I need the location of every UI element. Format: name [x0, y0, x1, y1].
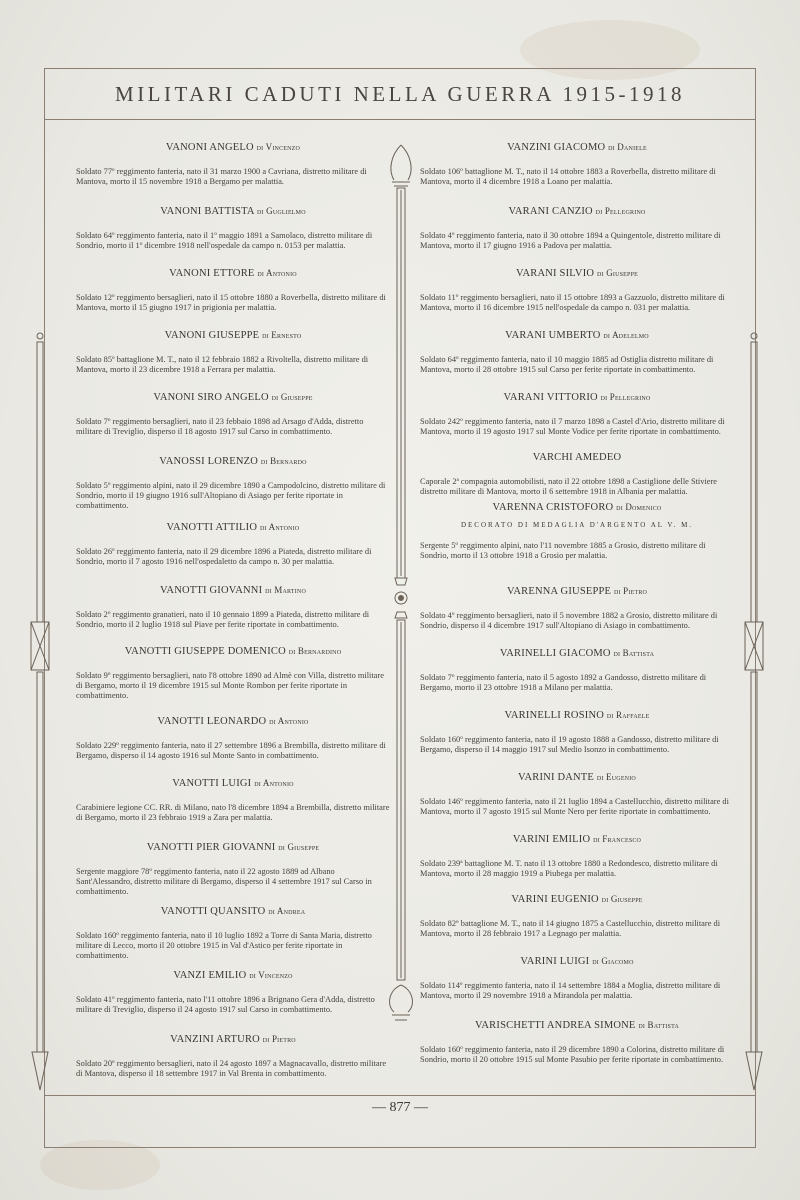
entry — [68, 1034, 398, 1079]
decoration-note: DECORATO DI MEDAGLIA D'ARGENTO AL V. M. — [460, 521, 694, 529]
entry-text: Carabiniere legione CC. RR. di Milano, nato l'8 dicembre 1894 a Brembilla, distretto militare di Bergamo, morto il 23 febbraio 1919 a Zara per malattia. — [76, 803, 390, 822]
entry-name: VARINI EUGENIO di Giuseppe — [511, 894, 643, 905]
entry-text: Soldato 41º reggimento fanteria, nato l'11 ottobre 1896 a Brignano Gera d'Adda, distretto militare di Treviglio, disperso il 24 agosto 1917 sul Carso in combattimento. — [76, 995, 375, 1014]
entry-text: Soldato 229º reggimento fanteria, nato il 27 settembre 1896 a Brembilla, distretto militare di Bergamo, disperso il 14 agosto 1916 sul Monte Santo in combattimento. — [76, 741, 386, 760]
entry-text: Sergente 5º reggimento alpini, nato l'11 novembre 1885 a Grosio, distretto militare di Sondrio, morto il 13 ottobre 1918 a Grosio per malattia. — [420, 541, 706, 560]
entry — [412, 502, 742, 561]
entry-text: Soldato 4º reggimento bersaglieri, nato il 5 novembre 1882 a Grosio, distretto militare di Sondrio, disperso il 4 dicembre 1917 sull'Altopiano di Asiago in combattimento. — [420, 611, 718, 630]
entry — [68, 906, 398, 961]
entry-text: Soldato 160º reggimento fanteria, nato il 29 dicembre 1890 a Colorina, distretto militare di Sondrio, morto il 20 ottobre 1915 sul Monte Pasubio per ferite riportate in combattimento. — [420, 1045, 725, 1064]
entry-name: VANOTTI LEONARDO di Antonio — [157, 716, 309, 727]
entry — [412, 648, 742, 693]
entry — [412, 142, 742, 187]
entry-text: Soldato 2º reggimento granatieri, nato il 10 gennaio 1899 a Piateda, distretto militare di Sondrio, morto il 2 luglio 1918 sul Piave per ferite riportate in combattimento. — [76, 610, 370, 629]
entry-name: VANONI ANGELO di Vincenzo — [165, 142, 301, 153]
entry-name: VANONI ETTORE di Antonio — [169, 268, 297, 279]
entry-text: Soldato 82º battaglione M. T., nato il 14 giugno 1875 a Castellucchio, distretto militare di Mantova, morto il 28 febbraio 1917 a Legnago per malattia. — [420, 919, 721, 938]
entry — [68, 206, 398, 251]
entry-name: VARANI VITTORIO di Pellegrino — [503, 392, 651, 403]
entry-name: VARINELLI ROSINO di Raffaele — [504, 710, 650, 721]
entry-text: Sergente maggiore 78º reggimento fanteria, nato il 22 agosto 1889 ad Albano Sant'Alessandro, distretto militare di Bergamo, disperso il 4 settembre 1917 sul Carso in combattimento. — [76, 867, 372, 896]
entry-text: Soldato 26º reggimento fanteria, nato il 29 dicembre 1896 a Piateda, distretto militare di Sondrio, morto il 7 agosto 1916 nell'ospedaletto da campo n. 30 per malattia. — [76, 547, 372, 566]
entry — [68, 842, 398, 897]
right-side-ornament — [742, 330, 766, 1110]
entry — [68, 330, 398, 375]
entry-name: VANOTTI PIER GIOVANNI di Giuseppe — [146, 842, 320, 853]
entry-text: Soldato 11º reggimento bersaglieri, nato il 15 ottobre 1893 a Gazzuolo, distretto militare di Mantova, morto il 16 dicembre 1915 nell'ospedale da campo n. 031 per malattia. — [420, 293, 725, 312]
page-number: — 877 — — [372, 1100, 428, 1115]
entry-text: Soldato 4º reggimento fanteria, nato il 30 ottobre 1894 a Quingentole, distretto militare di Mantova, morto il 17 giugno 1916 a Padova per malattia. — [420, 231, 721, 250]
entry — [412, 268, 742, 313]
entry-text: Soldato 106º battaglione M. T., nato il 14 ottobre 1883 a Roverbella, distretto militare di Mantova, morto il 4 dicembre 1918 a Loano per malattia. — [420, 167, 716, 186]
entry — [412, 452, 742, 497]
page-title: MILITARI CADUTI NELLA GUERRA 1915-1918 — [115, 82, 685, 106]
title-rule — [44, 119, 756, 120]
entry-name: VANZINI ARTURO di Pietro — [170, 1034, 296, 1045]
entry-text: Soldato 146º reggimento fanteria, nato il 21 luglio 1894 a Castellucchio, distretto militare di Mantova, morto il 7 agosto 1915 sul Monte Nero per ferite riportate in combattimento. — [420, 797, 729, 816]
footer-rule — [44, 1095, 756, 1096]
entry-name: VANOTTI GIUSEPPE DOMENICO di Bernardino — [124, 646, 342, 657]
entry-name: VANZINI GIACOMO di Daniele — [507, 142, 647, 153]
entry-name: VARINI EMILIO di Francesco — [512, 834, 642, 845]
entry-name: VANOSSI LORENZO di Bernardo — [159, 456, 307, 467]
entry-name: VARANI SILVIO di Giuseppe — [516, 268, 638, 279]
entry — [412, 894, 742, 939]
entry — [412, 586, 742, 631]
entry-text: Soldato 114º reggimento fanteria, nato il 14 settembre 1884 a Moglia, distretto militare di Mantova, morto il 29 novembre 1918 a Mirandola per malattia. — [420, 981, 721, 1000]
entry — [68, 585, 398, 630]
entry — [412, 772, 742, 817]
entry-text: Soldato 160º reggimento fanteria, nato il 19 agosto 1888 a Gandosso, distretto militare di Bergamo, disperso il 14 maggio 1917 sul Medio Isonzo in combattimento. — [420, 735, 719, 754]
entry-text: Soldato 160º reggimento fanteria, nato il 10 luglio 1892 a Torre di Santa Maria, distretto militare di Lecco, morto il 20 ottobre 1915 in Val d'Astico per ferite riportate in combattimento. — [76, 931, 372, 960]
entry — [68, 456, 398, 511]
entry — [412, 330, 742, 375]
entry — [68, 268, 398, 313]
entry — [68, 142, 398, 187]
entry — [68, 522, 398, 567]
entry-name: VANONI GIUSEPPE di Ernesto — [164, 330, 302, 341]
entry — [68, 392, 398, 437]
entry-text: Soldato 7º reggimento bersaglieri, nato il 23 febbaio 1898 ad Arsago d'Adda, distretto militare di Treviglio, disperso il 18 agosto 1917 sul Carso in combattimento. — [76, 417, 364, 436]
entry-text: Soldato 64º reggimento fanteria, nato il 10 maggio 1885 ad Ostiglia distretto militare di Mantova, morto il 28 ottobre 1915 sul Carso per ferite riportate in combattimento. — [420, 355, 714, 374]
entry-text: Soldato 239ª battaglione M. T. nato il 13 ottobre 1880 a Redondesco, distretto militare di Mantova, morto il 28 maggio 1919 a Piubega per malattia. — [420, 859, 718, 878]
entry — [412, 206, 742, 251]
entry — [412, 392, 742, 437]
entry-name: VARCHI AMEDEO — [532, 452, 622, 463]
entry-name: VANONI SIRO ANGELO di Giuseppe — [153, 392, 313, 403]
entry-name: VANOTTI QUANSITO di Andrea — [160, 906, 306, 917]
entry-name: VANZI EMILIO di Vincenzo — [173, 970, 293, 981]
entry — [412, 710, 742, 755]
entry-name: VANOTTI GIOVANNI di Martino — [160, 585, 306, 596]
entry-text: Soldato 85º battaglione M. T., nato il 12 febbraio 1882 a Rivoltella, distretto militare di Mantova, morto il 23 dicembre 1918 a Ferrara per malattia. — [76, 355, 369, 374]
entry-name: VARINI DANTE di Eugenio — [518, 772, 636, 783]
entry — [68, 970, 398, 1015]
entry-text: Soldato 7º reggimento fanteria, nato il 5 agosto 1892 a Gandosso, distretto militare di Bergamo, morto il 23 ottobre 1918 a Milano per malattia. — [420, 673, 707, 692]
entry-text: Soldato 77º reggimento fanteria, nato il 31 marzo 1900 a Cavriana, distretto militare di Mantova, morto il 15 novembre 1918 a Bergamo per malattia. — [76, 167, 367, 186]
entry — [412, 956, 742, 1001]
entry-name: VANOTTI LUIGI di Antonio — [172, 778, 294, 789]
entry-name: VARISCHETTI ANDREA SIMONE di Battista — [474, 1020, 680, 1031]
entry — [412, 834, 742, 879]
entry — [412, 1020, 742, 1065]
entry-text: Soldato 12º reggimento bersaglieri, nato il 15 ottobre 1880 a Roverbella, distretto militare di Mantova, morto il 15 giugno 1917 in prigionia per malattia. — [76, 293, 386, 312]
entry-text: Soldato 9º reggimento bersaglieri, nato l'8 ottobre 1890 ad Almè con Villa, distretto militare di Bergamo, morto il 19 dicembre 1915 sul Monte Rombon per ferite riportate in combattimento. — [76, 671, 384, 700]
entry-name: VARINELLI GIACOMO di Battista — [499, 648, 655, 659]
entry-text: Soldato 64º reggimento fanteria, nato il 1º maggio 1891 a Samolaco, distretto militare di Sondrio, morto il 1º dicembre 1918 nell'ospedale da campo n. 0153 per malattia. — [76, 231, 373, 250]
entry-name: VARENNA CRISTOFORO di Domenico — [492, 502, 662, 513]
entry — [68, 646, 398, 701]
entry-name: VARANI CANZIO di Pellegrino — [508, 206, 646, 217]
left-side-ornament — [28, 330, 52, 1110]
entry-text: Caporale 2ª compagnia automobilisti, nato il 22 ottobre 1898 a Castiglione delle Stiviere distretto militare di Mantova, morto il 6 settembre 1918 in Albania per malattia. — [420, 477, 718, 496]
entry-text: Soldato 20º reggimento bersaglieri, nato il 24 agosto 1897 a Magnacavallo, distretto militare di Mantova, disperso il 18 settembre 1917 in Val Brenta in combattimento. — [76, 1059, 387, 1078]
entry-name: VARANI UMBERTO di Adelelmo — [505, 330, 649, 341]
entry-name: VARINI LUIGI di Giacomo — [520, 956, 634, 967]
entry-text: Soldato 5º reggimento alpini, nato il 29 dicembre 1890 a Campodolcino, distretto militare di Sondrio, morto il 19 giugno 1916 sull'Altopiano di Asiago per ferite riportate in combattimento. — [76, 481, 386, 510]
entry-text: Soldato 242º reggimento fanteria, nato il 7 marzo 1898 a Castel d'Ario, distretto militare di Mantova, morto il 19 agosto 1917 sul Monte Vodice per ferite riportate in combattimento. — [420, 417, 725, 436]
entry-name: VANONI BATTISTA di Guglielmo — [160, 206, 306, 217]
entry-name: VARENNA GIUSEPPE di Pietro — [506, 586, 648, 597]
entry-name: VANOTTI ATTILIO di Antonio — [166, 522, 300, 533]
entry — [68, 716, 398, 761]
entry — [68, 778, 398, 823]
